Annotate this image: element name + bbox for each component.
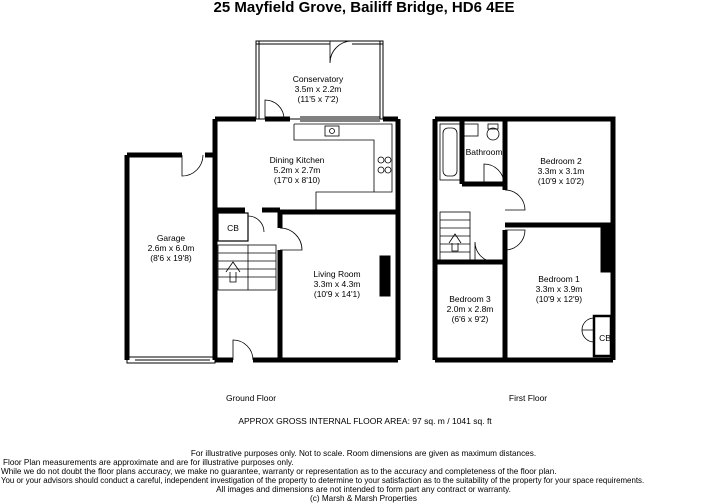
room-dims-bedroom-2: 3.3m x 3.1m <box>537 166 585 176</box>
disclaimer-line: (c) Marsh & Marsh Properties <box>310 493 417 503</box>
first-floor-label: First Floor <box>508 393 548 403</box>
ground-stairs-icon <box>218 245 276 290</box>
basin-icon <box>464 124 478 136</box>
garage-door-icon <box>182 155 203 176</box>
room-name-bedroom-2: Bedroom 2 <box>540 156 582 166</box>
room-imperial-living-room: (10'9 x 14'1) <box>313 289 361 299</box>
hob-icon <box>378 157 391 173</box>
room-name-garage: Garage <box>156 233 186 243</box>
first-stairs-icon <box>440 212 470 260</box>
room-imperial-bedroom-3: (6'6 x 9'2) <box>451 314 489 324</box>
living-room-door-icon <box>280 228 302 250</box>
bath-icon <box>440 124 460 180</box>
room-imperial-conservatory: (11'5 x 7'2) <box>297 94 339 104</box>
room-name-dining-kitchen: Dining Kitchen <box>269 155 325 165</box>
fireplace-icon <box>380 256 390 296</box>
room-dims-bedroom-1: 3.3m x 3.9m <box>535 284 583 294</box>
toilet-icon <box>487 128 499 140</box>
room-dims-dining-kitchen: 5.2m x 2.7m <box>273 165 321 175</box>
gross-floor-area: APPROX GROSS INTERNAL FLOOR AREA: 97 sq. m / 1041 sq. ft <box>238 416 492 426</box>
disclaimer-line: While we do not doubt the floor plans accuracy, we make no guarantee, warranty or representation as to the accuracy and completeness of the floor plan. <box>1 466 557 476</box>
room-name-conservatory: Conservatory <box>292 74 344 84</box>
front-door-icon <box>233 340 253 360</box>
room-name-first-cb: CB <box>599 333 611 343</box>
room-dims-conservatory: 3.5m x 2.2m <box>294 84 342 94</box>
room-name-bathroom: Bathroom <box>465 147 503 157</box>
kitchen-door-icon <box>265 100 284 119</box>
property-title: 25 Mayfield Grove, Bailiff Bridge, HD6 4EE <box>213 0 515 16</box>
disclaimer-line: You or your advisors should conduct a careful, independent investigation of the property to determine to your satisfaction as to the suitability of the property for your space requirements. <box>1 475 645 485</box>
disclaimer <box>0 450 727 503</box>
room-imperial-dining-kitchen: (17'0 x 8'10) <box>273 175 321 185</box>
disclaimer-line: All images and dimensions are not intended to form part any contract or warranty. <box>216 484 511 494</box>
room-dims-living-room: 3.3m x 4.3m <box>313 279 361 289</box>
ground-floor-labels <box>148 74 361 403</box>
chimney-breast-icon <box>601 228 611 272</box>
sink-icon <box>325 126 339 136</box>
room-imperial-bedroom-2: (10'9 x 10'2) <box>537 176 585 186</box>
room-imperial-bedroom-1: (10'9 x 12'9) <box>535 294 583 304</box>
room-dims-garage: 2.6m x 6.0m <box>147 243 195 253</box>
disclaimer-line: For illustrative purposes only. Not to scale. Room dimensions are given as maximum distances. <box>190 449 537 458</box>
room-dims-bedroom-3: 2.0m x 2.8m <box>446 304 494 314</box>
disclaimer-line: Floor Plan measurements are approximate and are for illustrative purposes only. <box>3 457 294 467</box>
ground-floor-label: Ground Floor <box>225 393 277 403</box>
room-imperial-garage: (8'6 x 19'8) <box>150 253 192 263</box>
ground-floor-plan <box>127 41 400 363</box>
conservatory-door-icon <box>330 41 352 63</box>
room-name-bedroom-1: Bedroom 1 <box>538 274 580 284</box>
first-floor-plan <box>433 117 613 362</box>
room-name-ground-cb: CB <box>227 223 239 233</box>
room-name-bedroom-3: Bedroom 3 <box>449 294 491 304</box>
room-name-living-room: Living Room <box>313 269 361 279</box>
